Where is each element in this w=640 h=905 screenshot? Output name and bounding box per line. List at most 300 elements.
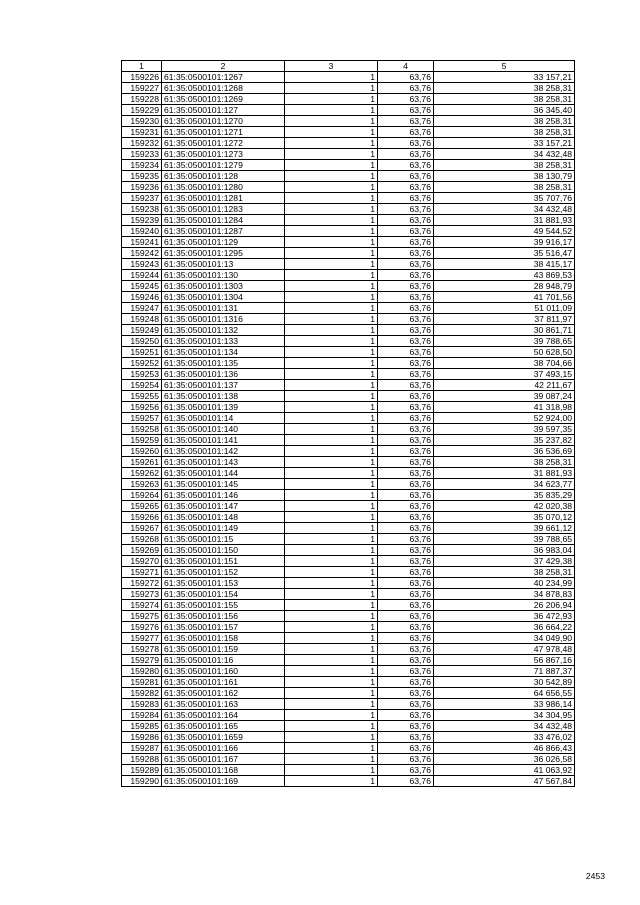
- cell-row-number: 159250: [122, 336, 162, 347]
- cell-count: 1: [285, 512, 378, 523]
- cell-cadastral-number: 61:35:0500101:165: [162, 721, 285, 732]
- cell-rate: 63,76: [378, 589, 434, 600]
- cell-cadastral-number: 61:35:0500101:164: [162, 710, 285, 721]
- cell-rate: 63,76: [378, 512, 434, 523]
- cell-row-number: 159241: [122, 237, 162, 248]
- cell-row-number: 159290: [122, 776, 162, 787]
- cell-count: 1: [285, 226, 378, 237]
- cell-row-number: 159263: [122, 479, 162, 490]
- cell-count: 1: [285, 160, 378, 171]
- cell-count: 1: [285, 457, 378, 468]
- cell-count: 1: [285, 116, 378, 127]
- table-row: [122, 655, 575, 666]
- cell-row-number: 159280: [122, 666, 162, 677]
- cell-rate: 63,76: [378, 336, 434, 347]
- cell-rate: 63,76: [378, 633, 434, 644]
- cell-rate: 63,76: [378, 171, 434, 182]
- cell-count: 1: [285, 424, 378, 435]
- cell-cadastral-number: 61:35:0500101:13: [162, 259, 285, 270]
- table-row: [122, 160, 575, 171]
- cell-cadastral-number: 61:35:0500101:139: [162, 402, 285, 413]
- table-row: [122, 765, 575, 776]
- table-row: [122, 677, 575, 688]
- cell-value: 64 656,55: [434, 688, 575, 699]
- table-row: [122, 127, 575, 138]
- cell-cadastral-number: 61:35:0500101:1287: [162, 226, 285, 237]
- cell-rate: 63,76: [378, 105, 434, 116]
- cell-count: 1: [285, 83, 378, 94]
- cell-rate: 63,76: [378, 193, 434, 204]
- table-row: [122, 666, 575, 677]
- cell-rate: 63,76: [378, 534, 434, 545]
- cell-row-number: 159270: [122, 556, 162, 567]
- cell-count: 1: [285, 468, 378, 479]
- cell-count: 1: [285, 270, 378, 281]
- cell-count: 1: [285, 72, 378, 83]
- cell-rate: 63,76: [378, 545, 434, 556]
- cell-cadastral-number: 61:35:0500101:154: [162, 589, 285, 600]
- cell-count: 1: [285, 677, 378, 688]
- cell-value: 34 878,83: [434, 589, 575, 600]
- cell-rate: 63,76: [378, 215, 434, 226]
- cell-value: 47 978,48: [434, 644, 575, 655]
- cell-count: 1: [285, 281, 378, 292]
- cell-value: 38 258,31: [434, 94, 575, 105]
- cell-rate: 63,76: [378, 303, 434, 314]
- table-row: [122, 204, 575, 215]
- cell-rate: 63,76: [378, 666, 434, 677]
- table-row: [122, 578, 575, 589]
- table-row: [122, 292, 575, 303]
- table-row: [122, 754, 575, 765]
- cell-row-number: 159239: [122, 215, 162, 226]
- cell-value: 38 258,31: [434, 182, 575, 193]
- cell-value: 47 567,84: [434, 776, 575, 787]
- cell-count: 1: [285, 754, 378, 765]
- cell-cadastral-number: 61:35:0500101:1659: [162, 732, 285, 743]
- cell-value: 39 661,12: [434, 523, 575, 534]
- cell-rate: 63,76: [378, 446, 434, 457]
- cell-row-number: 159255: [122, 391, 162, 402]
- cell-row-number: 159252: [122, 358, 162, 369]
- cell-count: 1: [285, 611, 378, 622]
- cell-rate: 63,76: [378, 138, 434, 149]
- cell-count: 1: [285, 589, 378, 600]
- cell-cadastral-number: 61:35:0500101:151: [162, 556, 285, 567]
- cell-value: 38 258,31: [434, 160, 575, 171]
- table-row: [122, 149, 575, 160]
- cell-row-number: 159288: [122, 754, 162, 765]
- cell-row-number: 159227: [122, 83, 162, 94]
- cell-rate: 63,76: [378, 292, 434, 303]
- cell-count: 1: [285, 776, 378, 787]
- cell-cadastral-number: 61:35:0500101:145: [162, 479, 285, 490]
- table-row: [122, 501, 575, 512]
- table-row: [122, 490, 575, 501]
- cell-rate: 63,76: [378, 237, 434, 248]
- cell-count: 1: [285, 600, 378, 611]
- cell-row-number: 159254: [122, 380, 162, 391]
- cell-count: 1: [285, 413, 378, 424]
- cell-value: 35 516,47: [434, 248, 575, 259]
- cell-cadastral-number: 61:35:0500101:166: [162, 743, 285, 754]
- cell-cadastral-number: 61:35:0500101:155: [162, 600, 285, 611]
- cell-cadastral-number: 61:35:0500101:1271: [162, 127, 285, 138]
- cell-cadastral-number: 61:35:0500101:163: [162, 699, 285, 710]
- cell-rate: 63,76: [378, 721, 434, 732]
- cell-rate: 63,76: [378, 622, 434, 633]
- cell-value: 38 130,79: [434, 171, 575, 182]
- cell-cadastral-number: 61:35:0500101:143: [162, 457, 285, 468]
- table-row: [122, 347, 575, 358]
- cell-cadastral-number: 61:35:0500101:16: [162, 655, 285, 666]
- cell-cadastral-number: 61:35:0500101:131: [162, 303, 285, 314]
- cell-cadastral-number: 61:35:0500101:128: [162, 171, 285, 182]
- cell-value: 49 544,52: [434, 226, 575, 237]
- cell-cadastral-number: 61:35:0500101:1304: [162, 292, 285, 303]
- cell-row-number: 159248: [122, 314, 162, 325]
- cell-cadastral-number: 61:35:0500101:133: [162, 336, 285, 347]
- table-row: [122, 413, 575, 424]
- cell-value: 39 597,35: [434, 424, 575, 435]
- cell-row-number: 159243: [122, 259, 162, 270]
- cell-count: 1: [285, 171, 378, 182]
- cell-rate: 63,76: [378, 655, 434, 666]
- cell-rate: 63,76: [378, 600, 434, 611]
- cell-row-number: 159286: [122, 732, 162, 743]
- table-row: [122, 644, 575, 655]
- table-row: [122, 380, 575, 391]
- cell-value: 52 924,00: [434, 413, 575, 424]
- cell-rate: 63,76: [378, 644, 434, 655]
- cell-row-number: 159247: [122, 303, 162, 314]
- cell-row-number: 159236: [122, 182, 162, 193]
- table-row: [122, 611, 575, 622]
- cell-row-number: 159276: [122, 622, 162, 633]
- cell-value: 38 258,31: [434, 83, 575, 94]
- table-row: [122, 303, 575, 314]
- cell-count: 1: [285, 215, 378, 226]
- cell-value: 30 542,89: [434, 677, 575, 688]
- table-row: [122, 226, 575, 237]
- cell-cadastral-number: 61:35:0500101:134: [162, 347, 285, 358]
- cell-row-number: 159251: [122, 347, 162, 358]
- cell-value: 38 415,17: [434, 259, 575, 270]
- cell-cadastral-number: 61:35:0500101:140: [162, 424, 285, 435]
- cell-row-number: 159261: [122, 457, 162, 468]
- page-number: 2453: [585, 871, 605, 881]
- cell-cadastral-number: 61:35:0500101:138: [162, 391, 285, 402]
- cell-rate: 63,76: [378, 182, 434, 193]
- cell-count: 1: [285, 325, 378, 336]
- cell-count: 1: [285, 578, 378, 589]
- cell-count: 1: [285, 391, 378, 402]
- cell-row-number: 159245: [122, 281, 162, 292]
- cell-cadastral-number: 61:35:0500101:1270: [162, 116, 285, 127]
- cell-count: 1: [285, 523, 378, 534]
- cell-row-number: 159231: [122, 127, 162, 138]
- cell-count: 1: [285, 336, 378, 347]
- column-header-5: 5: [434, 61, 575, 72]
- cell-count: 1: [285, 138, 378, 149]
- cell-row-number: 159237: [122, 193, 162, 204]
- cell-count: 1: [285, 237, 378, 248]
- cell-row-number: 159232: [122, 138, 162, 149]
- cell-count: 1: [285, 479, 378, 490]
- cell-rate: 63,76: [378, 732, 434, 743]
- cell-cadastral-number: 61:35:0500101:1295: [162, 248, 285, 259]
- cell-value: 38 704,66: [434, 358, 575, 369]
- cell-value: 35 237,82: [434, 435, 575, 446]
- cell-rate: 63,76: [378, 347, 434, 358]
- cell-cadastral-number: 61:35:0500101:142: [162, 446, 285, 457]
- cell-row-number: 159229: [122, 105, 162, 116]
- cell-cadastral-number: 61:35:0500101:159: [162, 644, 285, 655]
- cell-count: 1: [285, 292, 378, 303]
- table-row: [122, 72, 575, 83]
- cell-count: 1: [285, 182, 378, 193]
- cell-count: 1: [285, 303, 378, 314]
- cell-cadastral-number: 61:35:0500101:15: [162, 534, 285, 545]
- cell-count: 1: [285, 556, 378, 567]
- table-row: [122, 523, 575, 534]
- cell-cadastral-number: 61:35:0500101:137: [162, 380, 285, 391]
- cell-row-number: 159285: [122, 721, 162, 732]
- cell-value: 38 258,31: [434, 457, 575, 468]
- cell-value: 37 493,15: [434, 369, 575, 380]
- table-row: [122, 424, 575, 435]
- cell-value: 40 234,99: [434, 578, 575, 589]
- cell-row-number: 159259: [122, 435, 162, 446]
- cell-cadastral-number: 61:35:0500101:152: [162, 567, 285, 578]
- cell-cadastral-number: 61:35:0500101:160: [162, 666, 285, 677]
- cell-cadastral-number: 61:35:0500101:158: [162, 633, 285, 644]
- cell-rate: 63,76: [378, 413, 434, 424]
- cell-rate: 63,76: [378, 116, 434, 127]
- cell-count: 1: [285, 446, 378, 457]
- table-row: [122, 171, 575, 182]
- cell-value: 33 157,21: [434, 72, 575, 83]
- cell-row-number: 159271: [122, 567, 162, 578]
- table-row: [122, 688, 575, 699]
- cell-row-number: 159256: [122, 402, 162, 413]
- cell-value: 34 432,48: [434, 204, 575, 215]
- cell-cadastral-number: 61:35:0500101:149: [162, 523, 285, 534]
- cell-count: 1: [285, 622, 378, 633]
- cell-rate: 63,76: [378, 369, 434, 380]
- cell-cadastral-number: 61:35:0500101:162: [162, 688, 285, 699]
- cell-value: 56 867,16: [434, 655, 575, 666]
- cell-cadastral-number: 61:35:0500101:169: [162, 776, 285, 787]
- cell-rate: 63,76: [378, 83, 434, 94]
- table-row: [122, 325, 575, 336]
- cell-rate: 63,76: [378, 743, 434, 754]
- cell-value: 34 432,48: [434, 721, 575, 732]
- cell-rate: 63,76: [378, 270, 434, 281]
- table-body: [122, 72, 575, 787]
- cell-rate: 63,76: [378, 94, 434, 105]
- cell-rate: 63,76: [378, 435, 434, 446]
- table-row: [122, 193, 575, 204]
- cell-count: 1: [285, 765, 378, 776]
- table-row: [122, 314, 575, 325]
- cell-value: 39 916,17: [434, 237, 575, 248]
- cell-rate: 63,76: [378, 710, 434, 721]
- table-row: [122, 369, 575, 380]
- cell-rate: 63,76: [378, 402, 434, 413]
- cell-count: 1: [285, 490, 378, 501]
- table-row: [122, 248, 575, 259]
- cell-value: 28 948,79: [434, 281, 575, 292]
- column-header-1: 1: [122, 61, 162, 72]
- cell-row-number: 159235: [122, 171, 162, 182]
- cell-row-number: 159246: [122, 292, 162, 303]
- cell-count: 1: [285, 545, 378, 556]
- table-row: [122, 743, 575, 754]
- cell-cadastral-number: 61:35:0500101:1268: [162, 83, 285, 94]
- table-row: [122, 281, 575, 292]
- cell-value: 43 869,53: [434, 270, 575, 281]
- cell-value: 51 011,09: [434, 303, 575, 314]
- cell-rate: 63,76: [378, 457, 434, 468]
- cell-row-number: 159278: [122, 644, 162, 655]
- table-row: [122, 710, 575, 721]
- table-row: [122, 270, 575, 281]
- cell-row-number: 159230: [122, 116, 162, 127]
- cell-row-number: 159269: [122, 545, 162, 556]
- cell-cadastral-number: 61:35:0500101:14: [162, 413, 285, 424]
- cell-cadastral-number: 61:35:0500101:1303: [162, 281, 285, 292]
- cell-rate: 63,76: [378, 765, 434, 776]
- cell-row-number: 159240: [122, 226, 162, 237]
- table-row: [122, 336, 575, 347]
- cell-cadastral-number: 61:35:0500101:141: [162, 435, 285, 446]
- cell-cadastral-number: 61:35:0500101:1284: [162, 215, 285, 226]
- cell-value: 41 701,56: [434, 292, 575, 303]
- table-row: [122, 138, 575, 149]
- cell-row-number: 159244: [122, 270, 162, 281]
- cell-value: 71 887,37: [434, 666, 575, 677]
- cell-rate: 63,76: [378, 314, 434, 325]
- cell-value: 36 345,40: [434, 105, 575, 116]
- cell-cadastral-number: 61:35:0500101:127: [162, 105, 285, 116]
- cell-value: 50 628,50: [434, 347, 575, 358]
- cell-rate: 63,76: [378, 688, 434, 699]
- table-row: [122, 479, 575, 490]
- cell-count: 1: [285, 127, 378, 138]
- cell-row-number: 159257: [122, 413, 162, 424]
- cell-row-number: 159279: [122, 655, 162, 666]
- cell-value: 36 026,58: [434, 754, 575, 765]
- cell-rate: 63,76: [378, 424, 434, 435]
- cell-count: 1: [285, 644, 378, 655]
- cell-count: 1: [285, 710, 378, 721]
- cell-cadastral-number: 61:35:0500101:156: [162, 611, 285, 622]
- cell-cadastral-number: 61:35:0500101:1283: [162, 204, 285, 215]
- cell-value: 36 664,22: [434, 622, 575, 633]
- column-header-3: 3: [285, 61, 378, 72]
- cell-count: 1: [285, 314, 378, 325]
- table-row: [122, 699, 575, 710]
- cell-count: 1: [285, 721, 378, 732]
- table-row: [122, 446, 575, 457]
- cell-value: 36 472,93: [434, 611, 575, 622]
- cell-value: 35 070,12: [434, 512, 575, 523]
- table-row: [122, 776, 575, 787]
- cell-row-number: 159289: [122, 765, 162, 776]
- cell-value: 42 211,67: [434, 380, 575, 391]
- cell-count: 1: [285, 259, 378, 270]
- cell-value: 37 811,97: [434, 314, 575, 325]
- cell-row-number: 159253: [122, 369, 162, 380]
- cell-count: 1: [285, 534, 378, 545]
- table-row: [122, 457, 575, 468]
- cell-rate: 63,76: [378, 776, 434, 787]
- cell-count: 1: [285, 699, 378, 710]
- cell-value: 38 258,31: [434, 116, 575, 127]
- cell-cadastral-number: 61:35:0500101:157: [162, 622, 285, 633]
- cell-row-number: 159273: [122, 589, 162, 600]
- cell-row-number: 159233: [122, 149, 162, 160]
- cell-count: 1: [285, 633, 378, 644]
- table-row: [122, 600, 575, 611]
- table-row: [122, 391, 575, 402]
- cell-cadastral-number: 61:35:0500101:1269: [162, 94, 285, 105]
- cell-rate: 63,76: [378, 127, 434, 138]
- table-row: [122, 182, 575, 193]
- cell-rate: 63,76: [378, 248, 434, 259]
- cell-row-number: 159284: [122, 710, 162, 721]
- cell-cadastral-number: 61:35:0500101:1279: [162, 160, 285, 171]
- cell-cadastral-number: 61:35:0500101:129: [162, 237, 285, 248]
- cell-rate: 63,76: [378, 160, 434, 171]
- cell-count: 1: [285, 380, 378, 391]
- cell-row-number: 159283: [122, 699, 162, 710]
- cell-row-number: 159260: [122, 446, 162, 457]
- cell-rate: 63,76: [378, 754, 434, 765]
- table-row: [122, 633, 575, 644]
- cell-row-number: 159234: [122, 160, 162, 171]
- cell-rate: 63,76: [378, 468, 434, 479]
- cell-value: 36 536,69: [434, 446, 575, 457]
- cell-value: 35 707,76: [434, 193, 575, 204]
- cell-count: 1: [285, 193, 378, 204]
- cell-count: 1: [285, 105, 378, 116]
- cell-value: 30 861,71: [434, 325, 575, 336]
- cell-row-number: 159226: [122, 72, 162, 83]
- cell-cadastral-number: 61:35:0500101:1273: [162, 149, 285, 160]
- cell-row-number: 159287: [122, 743, 162, 754]
- cell-rate: 63,76: [378, 556, 434, 567]
- cell-row-number: 159267: [122, 523, 162, 534]
- cell-value: 33 986,14: [434, 699, 575, 710]
- cell-rate: 63,76: [378, 523, 434, 534]
- cell-value: 42 020,38: [434, 501, 575, 512]
- cell-cadastral-number: 61:35:0500101:1272: [162, 138, 285, 149]
- table-row: [122, 105, 575, 116]
- cell-cadastral-number: 61:35:0500101:1280: [162, 182, 285, 193]
- cell-cadastral-number: 61:35:0500101:161: [162, 677, 285, 688]
- cell-row-number: 159275: [122, 611, 162, 622]
- table-row: [122, 567, 575, 578]
- cell-count: 1: [285, 149, 378, 160]
- cell-rate: 63,76: [378, 325, 434, 336]
- table-row: [122, 259, 575, 270]
- cell-rate: 63,76: [378, 149, 434, 160]
- table-row: [122, 94, 575, 105]
- cell-cadastral-number: 61:35:0500101:147: [162, 501, 285, 512]
- cell-count: 1: [285, 248, 378, 259]
